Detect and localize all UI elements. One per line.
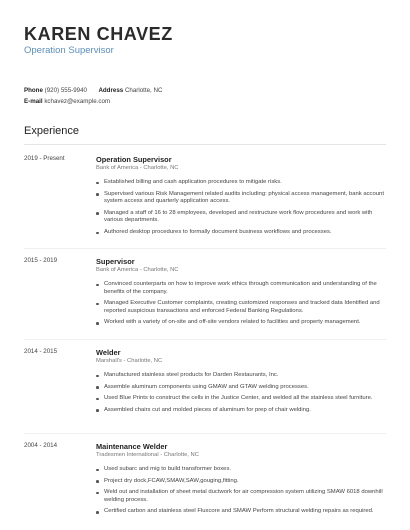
job-bullet: Weld out and installation of sheet metal ductwork for air compression system utilizing SMAW 6018 downhill welding process. bbox=[96, 489, 386, 504]
job-company: Tradesmen International - Charlotte, NC bbox=[96, 452, 199, 458]
job-dates: 2015 - 2019 bbox=[24, 257, 58, 264]
job-company: Bank of America - Charlotte, NC bbox=[96, 165, 179, 171]
job-bullet: Project dry dock,FCAW,SMAW,SAW,gouging,fitting. bbox=[96, 478, 386, 486]
job-bullet: Managed Executive Customer complaints, creating customized responses and tracked data Identified and reported suspicious transactions and enforced Federal Banking Regulations. bbox=[96, 300, 386, 315]
job-bullet: Authored desktop procedures to formally document business workflows and processes. bbox=[96, 229, 386, 237]
job-bullet: Convinced counterparts on how to improve work ethics through communication and understanding of the benefits of the company. bbox=[96, 281, 386, 296]
job-dates: 2019 - Present bbox=[24, 155, 65, 162]
job-company: Marshall's - Charlotte, NC bbox=[96, 358, 163, 364]
job-title: Welder bbox=[96, 348, 121, 357]
phone-value: (920) 555-9940 bbox=[44, 87, 87, 94]
phone-label: Phone bbox=[24, 87, 43, 94]
job-dates: 2004 - 2014 bbox=[24, 442, 58, 449]
job-divider bbox=[24, 339, 386, 340]
job-divider bbox=[24, 248, 386, 249]
experience-heading: Experience bbox=[24, 125, 80, 137]
job-bullets bbox=[96, 466, 386, 516]
job-bullets bbox=[96, 372, 386, 414]
job-title: Operation Supervisor bbox=[96, 155, 172, 164]
job-bullet: Used subarc and mig to build transformer boxes. bbox=[96, 466, 386, 474]
job-bullet: Worked with a variety of on-site and off-site vendors related to facilities and property management. bbox=[96, 319, 386, 327]
address-label: Address bbox=[98, 87, 124, 94]
job-title: Supervisor bbox=[96, 257, 135, 266]
contact-line-1 bbox=[24, 87, 162, 95]
job-dates: 2014 - 2015 bbox=[24, 348, 58, 355]
section-divider bbox=[24, 144, 386, 145]
job-bullet: Established billing and cash application procedures to mitigate risks. bbox=[96, 179, 386, 187]
email-label: E-mail bbox=[24, 98, 43, 105]
job-bullet: Used Blue Prints to construct the cells in the Justice Center, and welded all the stainless steel furniture. bbox=[96, 395, 386, 403]
job-bullet: Certified carbon and stainless steel Fluxcore and SMAW Perform structural welding repairs as required. bbox=[96, 508, 386, 516]
address-value: Charlotte, NC bbox=[124, 87, 163, 94]
candidate-name: KAREN CHAVEZ bbox=[24, 24, 173, 44]
job-title: Maintenance Welder bbox=[96, 442, 168, 451]
job-bullet: Manufactured stainless steel products for Darden Restaurants, Inc. bbox=[96, 372, 386, 380]
email-value: kchavez@example.com bbox=[44, 98, 111, 105]
contact-line-2 bbox=[24, 98, 110, 106]
candidate-subtitle: Operation Supervisor bbox=[24, 45, 114, 56]
job-bullet: Supervised various Risk Management related audits including: physical access management, bank account system access and quarterly application access. bbox=[96, 191, 386, 206]
job-bullets bbox=[96, 281, 386, 327]
job-bullets bbox=[96, 179, 386, 237]
job-bullet: Assemble aluminum components using GMAW and GTAW welding processes. bbox=[96, 384, 386, 392]
job-divider bbox=[24, 433, 386, 434]
job-bullet: Assembled chairs cut and molded pieces of aluminum for prep of chair welding. bbox=[96, 407, 386, 415]
job-bullet: Managed a staff of 16 to 28 employees, developed and restructure work flow procedures and work with various departments. bbox=[96, 210, 386, 225]
job-company: Bank of America - Charlotte, NC bbox=[96, 267, 179, 273]
